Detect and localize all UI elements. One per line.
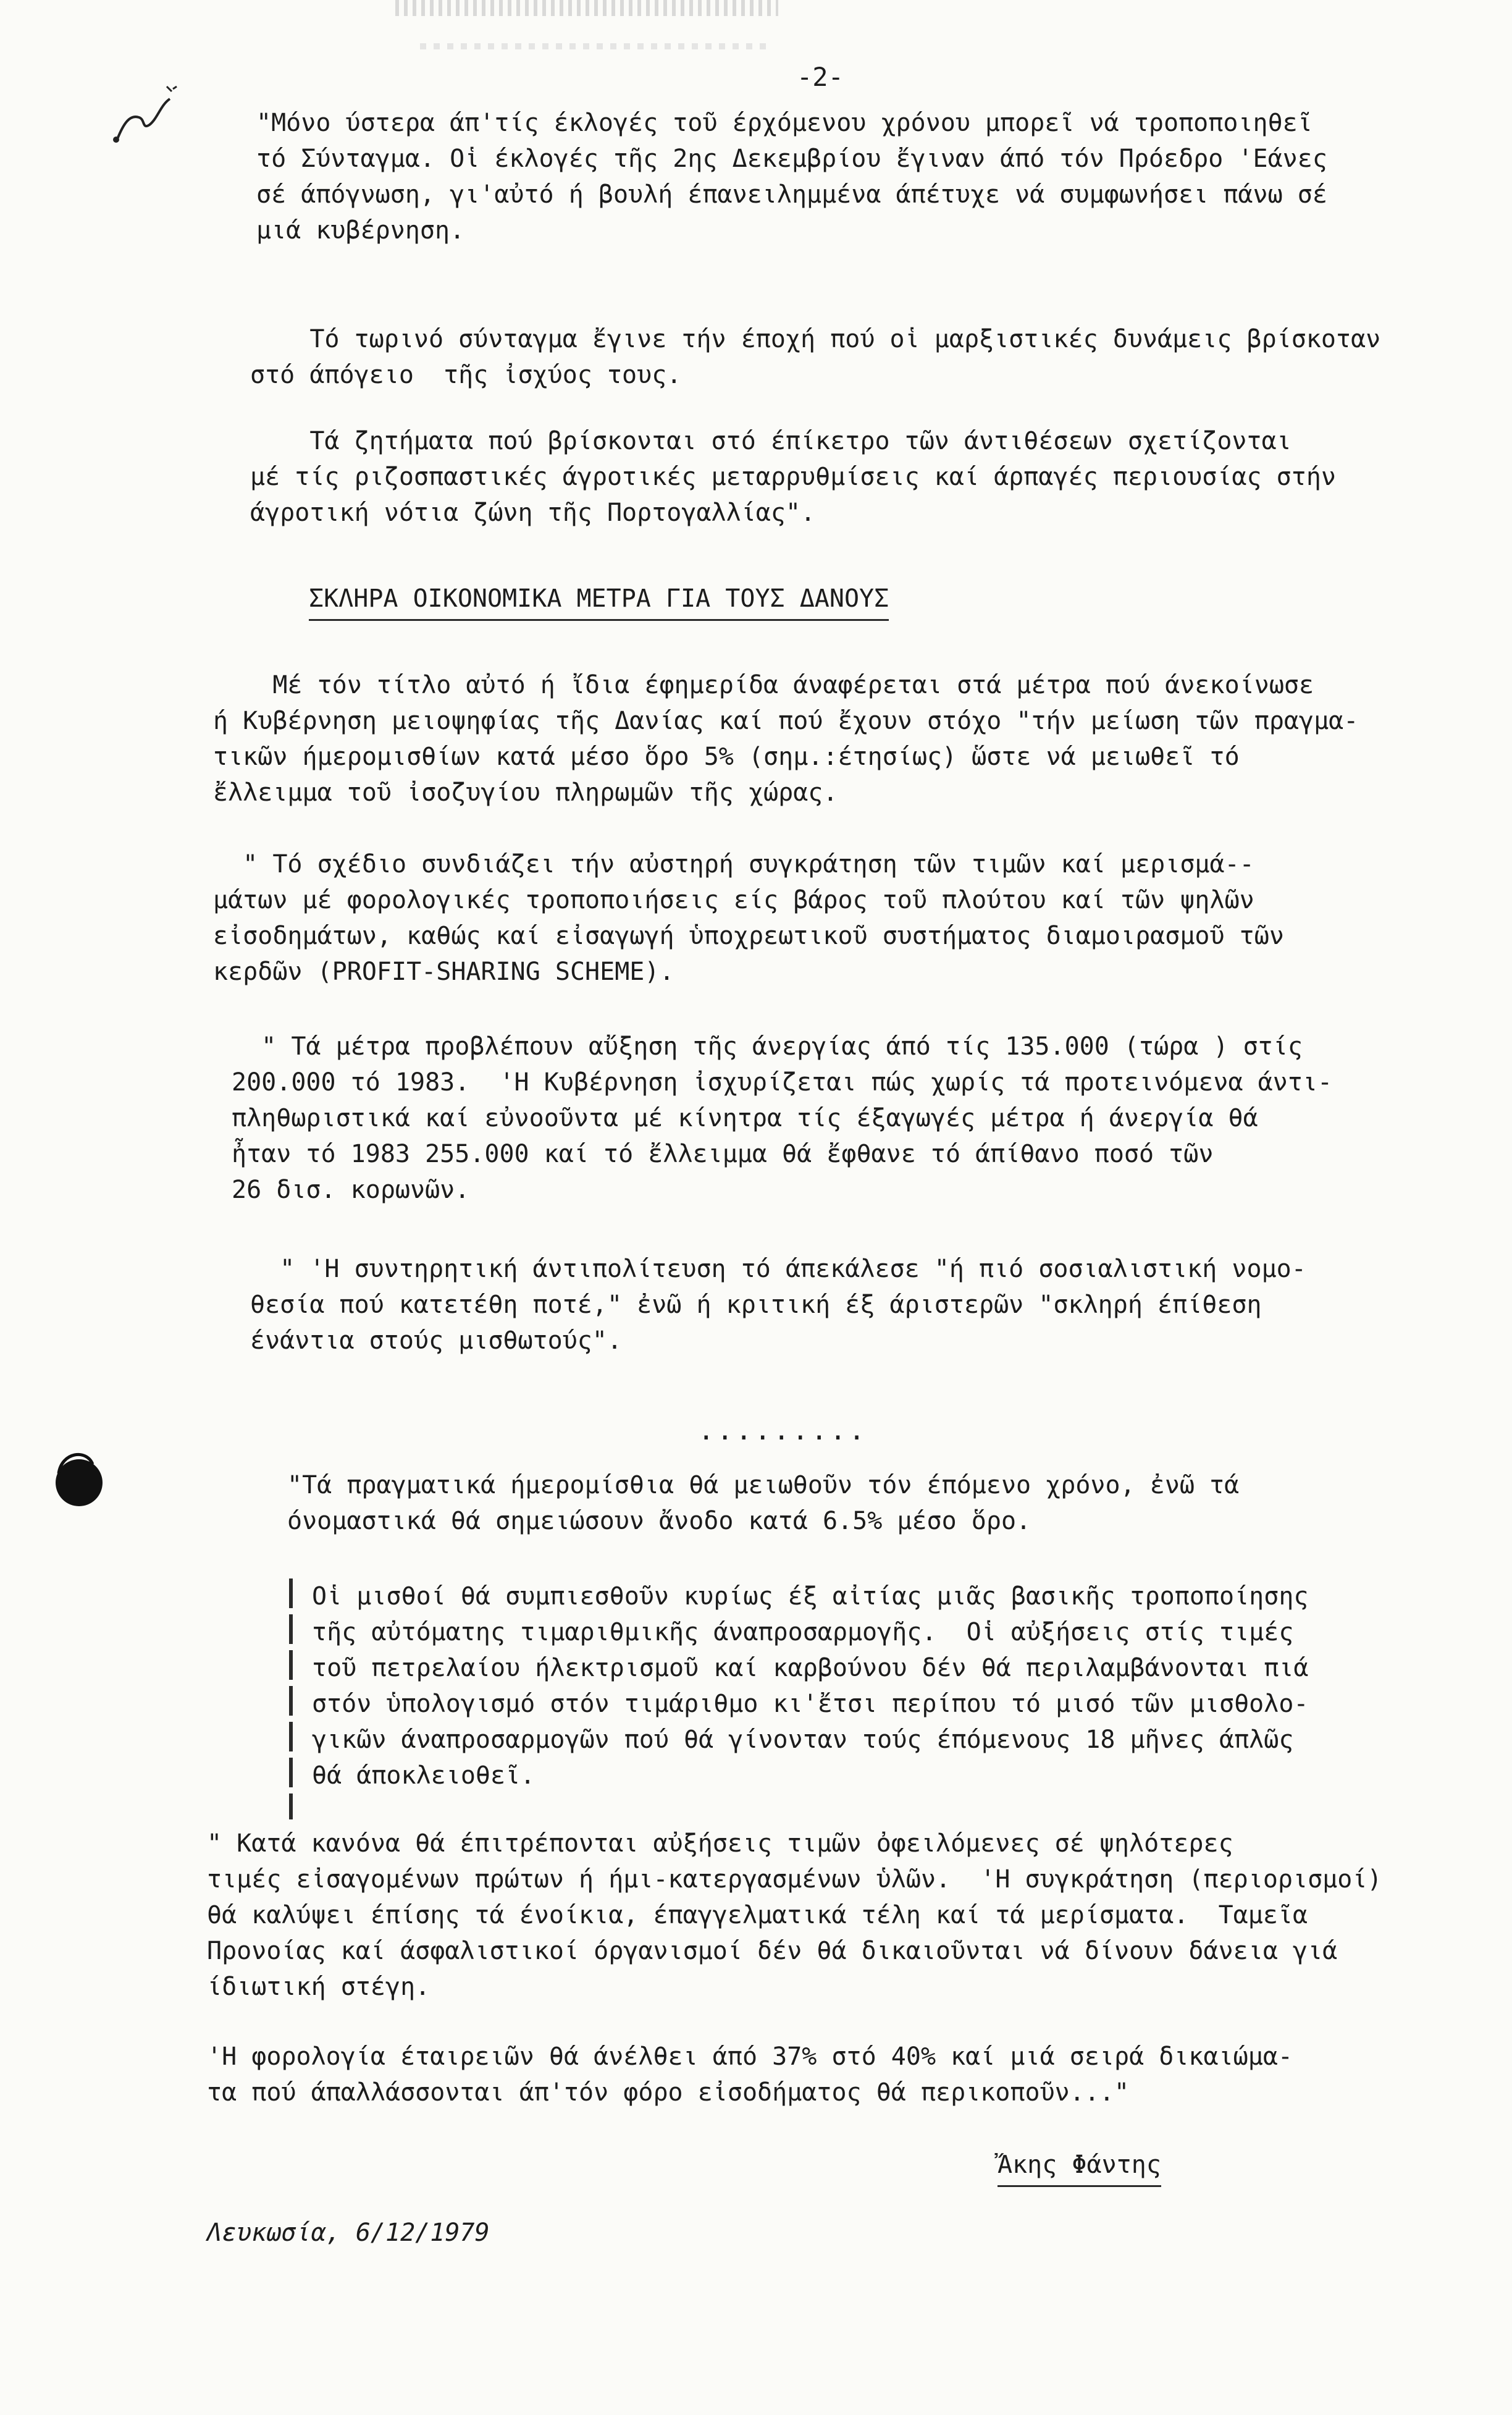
text-line: 200.000 τό 1983. 'Η Κυβέρνηση ἰσχυρίζεται πώς χωρίς τά προτεινόμενα άντι- — [232, 1068, 1333, 1097]
scan-noise-line — [420, 43, 766, 49]
scan-noise-top — [395, 0, 778, 16]
paragraph-agrarian — [250, 423, 1336, 531]
text-line: " 'Η συντηρητική άντιπολίτευση τό άπεκάλεσε "ή πιό σοσιαλιστική νομο- — [250, 1255, 1306, 1283]
text-line: τα πού άπαλλάσσονται άπ'τόν φόρο εἰσοδήματος θά περικοποῦν..." — [207, 2078, 1130, 2107]
text-line: τῆς αὐτόματης τιμαριθμικῆς άναπροσαρμογῆς. Οἱ αὐξήσεις στίς τιμές — [312, 1618, 1294, 1646]
page-number: -2- — [797, 62, 844, 92]
text-line: θά καλύψει έπίσης τά ένοίκια, έπαγγελματικά τέλη καί τά μερίσματα. Ταμεῖα — [207, 1901, 1308, 1929]
text-line: "Μόνο ύστερα άπ'τίς έκλογές τοῦ έρχόμενου χρόνου μπορεῖ νά τροποποιηθεῖ — [256, 109, 1312, 137]
text-line: τιμές εἰσαγομένων πρώτων ή ήμι-κατεργασμένων ὑλῶν. 'Η συγκράτηση (περιορισμοί) — [207, 1865, 1382, 1894]
text-line: άγροτική νότια ζώνη τῆς Πορτογαλλίας". — [250, 499, 816, 527]
paragraph-plan — [213, 846, 1284, 990]
text-line: τικῶν ήμερομισθίων κατά μέσο ὅρο 5% (σημ.:έτησίως) ὥστε νά μειωθεῖ τό — [213, 743, 1240, 771]
text-line: " Τά μέτρα προβλέπουν αὔξηση τῆς άνεργίας άπό τίς 135.000 (τώρα ) στίς — [232, 1032, 1303, 1061]
text-line: Μέ τόν τίτλο αὐτό ή ἴδια έφημερίδα άναφέρεται στά μέτρα πού άνεκοίνωσε — [213, 671, 1314, 699]
separator-dots: ......... — [698, 1415, 868, 1446]
text-line: " Κατά κανόνα θά έπιτρέπονται αὐξήσεις τιμῶν ὀφειλόμενες σέ ψηλότερες — [207, 1829, 1233, 1858]
text-line: τοῦ πετρελαίου ήλεκτρισμοῦ καί καρβούνου δέν θά περιλαμβάνονται πιά — [312, 1654, 1309, 1682]
text-line: στό άπόγειο τῆς ἰσχύος τους. — [250, 361, 682, 389]
text-line: 26 δισ. κορωνῶν. — [232, 1176, 470, 1204]
text-line: "Τά πραγματικά ήμερομίσθια θά μειωθοῦν τόν έπόμενο χρόνο, ἐνῶ τά — [287, 1471, 1240, 1499]
text-line: μέ τίς ριζοσπαστικές άγροτικές μεταρρυθμίσεις καί άρπαγές περιουσίας στήν — [250, 463, 1336, 491]
text-line: ἔλλειμμα τοῦ ἰσοζυγίου πληρωμῶν τῆς χώρας. — [213, 778, 838, 807]
paragraph-tax — [207, 2039, 1293, 2110]
text-line: μιά κυβέρνηση. — [256, 216, 465, 245]
text-line: θά άποκλειοθεῖ. — [312, 1761, 536, 1790]
paragraph-unemployment — [232, 1029, 1332, 1208]
paragraph-wages — [287, 1467, 1239, 1539]
text-line: πληθωριστικά καί εὐνοοῦντα μέ κίνητρα τίς έξαγωγές μέτρα ή άνεργία θά — [232, 1104, 1258, 1132]
text-line: Τά ζητήματα πού βρίσκονται στό έπίκετρο τῶν άντιθέσεων σχετίζονται — [250, 427, 1292, 455]
text-line: στόν ὑπολογισμό στόν τιμάριθμο κι'ἔτσι περίπου τό μισό τῶν μισθολο- — [312, 1690, 1309, 1718]
author-signature: Ἄκης Φάντης — [998, 2147, 1161, 2187]
paragraph-prices — [207, 1826, 1382, 2005]
text-line: θεσία πού κατετέθη ποτέ," ἐνῶ ή κριτική έξ άριστερῶν "σκληρή έπίθεση — [250, 1291, 1262, 1319]
margin-handwritten-mark — [105, 80, 185, 148]
text-line: όνομαστικά θά σημειώσουν ἄνοδο κατά 6.5% μέσο ὅρο. — [287, 1507, 1031, 1535]
text-line: 'Η φορολογία έταιρειῶν θά άνέλθει άπό 37% στό 40% καί μιά σειρά δικαιώμα- — [207, 2042, 1293, 2071]
paragraph-opposition — [250, 1251, 1306, 1359]
text-line: εἰσοδημάτων, καθώς καί εἰσαγωγή ὑποχρεωτικοῦ συστήματος διαμοιρασμοῦ τῶν — [213, 922, 1284, 950]
section-heading: ΣΚΛΗΡΑ ΟΙΚΟΝΟΜΙΚΑ ΜΕΤΡΑ ΓΙΑ ΤΟΥΣ ΔΑΝΟΥΣ — [309, 581, 889, 621]
quote-margin-bar — [289, 1578, 293, 1819]
paragraph-marxist — [250, 321, 1380, 393]
text-line: ή Κυβέρνηση μειοψηφίας τῆς Δανίας καί πού ἔχουν στόχο "τήν μείωση τῶν πραγμα- — [213, 707, 1359, 735]
paragraph-constitution — [256, 105, 1327, 248]
text-line: γικῶν άναπροσαρμογῶν πού θά γίνονταν τούς έπόμενους 18 μῆνες άπλῶς — [312, 1726, 1294, 1754]
text-line: μάτων μέ φορολογικές τροποποιήσεις είς βάρος τοῦ πλούτου καί τῶν ψηλῶν — [213, 886, 1254, 914]
hole-punch-mark — [43, 1446, 111, 1514]
text-line: ένάντια στούς μισθωτούς". — [250, 1326, 623, 1355]
text-line: ίδιωτική στέγη. — [207, 1973, 430, 2001]
text-line: τό Σύνταγμα. Οἱ έκλογές τῆς 2ης Δεκεμβρίου ἔγιναν άπό τόν Πρόεδρο 'Εάνες — [256, 145, 1327, 173]
text-line: " Τό σχέδιο συνδιάζει τήν αὐστηρή συγκράτηση τῶν τιμῶν καί μερισμά-- — [213, 850, 1254, 879]
text-line: σέ άπόγνωση, γι'αὐτό ή βουλή έπανειλημμένα άπέτυχε νά συμφωνήσει πάνω σέ — [256, 180, 1327, 209]
text-line: Οἱ μισθοί θά συμπιεσθοῦν κυρίως έξ αἰτίας μιᾶς βασικῆς τροποποίησης — [312, 1582, 1309, 1611]
paragraph-intro-danish — [213, 667, 1358, 811]
paragraph-indexation — [312, 1578, 1309, 1793]
text-line: Τό τωρινό σύνταγμα ἔγινε τήν έποχή πού οἱ μαρξιστικές δυνάμεις βρίσκοταν — [250, 325, 1381, 353]
text-line: Προνοίας καί άσφαλιστικοί όργανισμοί δέν θά δικαιοῦνται νά δίνουν δάνεια γιά — [207, 1937, 1338, 1965]
text-line: ἦταν τό 1983 255.000 καί τό ἔλλειμμα θά ἔφθανε τό άπίθανο ποσό τῶν — [232, 1140, 1214, 1168]
place-date: Λευκωσία, 6/12/1979 — [207, 2219, 490, 2247]
text-line: κερδῶν (PROFIT-SHARING SCHEME). — [213, 958, 674, 986]
